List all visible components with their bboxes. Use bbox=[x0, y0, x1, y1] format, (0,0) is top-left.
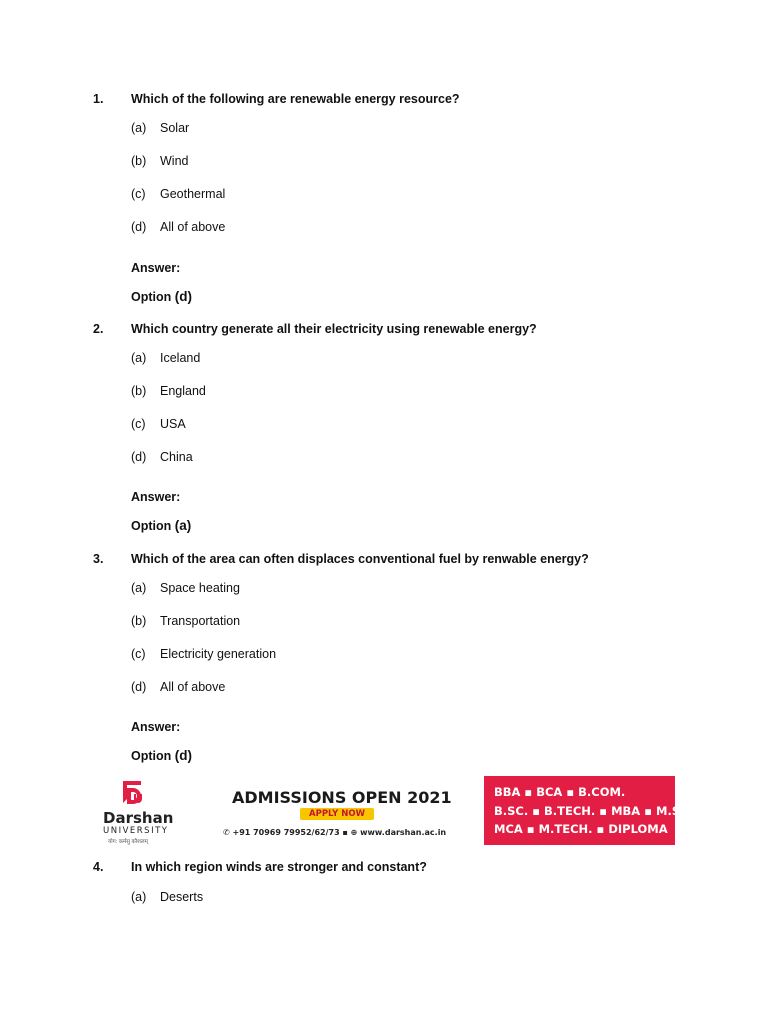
programs-line: MCA ▪ M.TECH. ▪ DIPLOMA bbox=[494, 822, 668, 836]
answer-value: (d) bbox=[174, 289, 192, 304]
option-letter: (a) bbox=[131, 351, 147, 365]
option-letter: (b) bbox=[131, 154, 147, 168]
question-text: Which of the following are renewable energy resource? bbox=[131, 92, 460, 106]
answer-label: Answer: bbox=[131, 261, 181, 275]
option-text: Deserts bbox=[160, 890, 204, 904]
admissions-banner[interactable] bbox=[103, 776, 693, 846]
option-text: Geothermal bbox=[160, 187, 226, 201]
programs-line: B.SC. ▪ B.TECH. ▪ MBA ▪ M.SC. bbox=[494, 804, 693, 818]
option-letter: (d) bbox=[131, 680, 147, 694]
option-letter: (a) bbox=[131, 121, 147, 135]
option-text: England bbox=[160, 384, 206, 398]
question-text: Which country generate all their electricity using renewable energy? bbox=[131, 322, 537, 336]
question-number: 1. bbox=[93, 92, 104, 106]
option-text: Solar bbox=[160, 121, 190, 135]
option-letter: (a) bbox=[131, 581, 147, 595]
answer-label: Answer: bbox=[131, 720, 181, 734]
option-text: Electricity generation bbox=[160, 647, 277, 661]
logo-tagline: योग: कर्मसु कौशलम् bbox=[108, 839, 148, 845]
answer-option bbox=[131, 518, 191, 533]
option-text: All of above bbox=[160, 220, 226, 234]
programs-line: BBA ▪ BCA ▪ B.COM. bbox=[494, 785, 626, 799]
option-letter: (a) bbox=[131, 890, 147, 904]
answer-option bbox=[131, 748, 192, 763]
answer-label: Answer: bbox=[131, 490, 181, 504]
option-letter: (d) bbox=[131, 220, 147, 234]
question-number: 4. bbox=[93, 860, 104, 874]
answer-prefix: Option bbox=[131, 290, 172, 304]
option-text: Space heating bbox=[160, 581, 240, 595]
apply-now-button[interactable]: APPLY NOW bbox=[300, 808, 374, 820]
question-text: In which region winds are stronger and constant? bbox=[131, 860, 427, 874]
answer-value: (a) bbox=[174, 518, 192, 533]
question-text: Which of the area can often displaces conventional fuel by renwable energy? bbox=[131, 552, 589, 566]
option-letter: (b) bbox=[131, 614, 147, 628]
programs-box bbox=[484, 776, 693, 845]
option-text: USA bbox=[160, 417, 186, 431]
answer-prefix: Option bbox=[131, 749, 172, 763]
question-number: 3. bbox=[93, 552, 104, 566]
option-text: China bbox=[160, 450, 193, 464]
option-letter: (c) bbox=[131, 417, 146, 431]
question-number: 2. bbox=[93, 322, 104, 336]
option-text: All of above bbox=[160, 680, 226, 694]
option-text: Iceland bbox=[160, 351, 201, 365]
option-text: Wind bbox=[160, 154, 189, 168]
answer-option bbox=[131, 289, 192, 304]
contact-line: ✆ +91 70969 79952/62/73 ▪ ⊕ www.darshan.ac.in bbox=[223, 828, 447, 837]
darshan-logo-icon bbox=[120, 780, 144, 810]
option-letter: (c) bbox=[131, 647, 146, 661]
logo-university: UNIVERSITY bbox=[103, 826, 169, 836]
option-letter: (d) bbox=[131, 450, 147, 464]
answer-prefix: Option bbox=[131, 519, 172, 533]
logo-name: Darshan bbox=[103, 809, 174, 827]
option-letter: (b) bbox=[131, 384, 147, 398]
answer-value: (d) bbox=[174, 748, 192, 763]
admissions-title: ADMISSIONS OPEN 2021 bbox=[232, 788, 452, 807]
option-text: Transportation bbox=[160, 614, 241, 628]
option-letter: (c) bbox=[131, 187, 146, 201]
